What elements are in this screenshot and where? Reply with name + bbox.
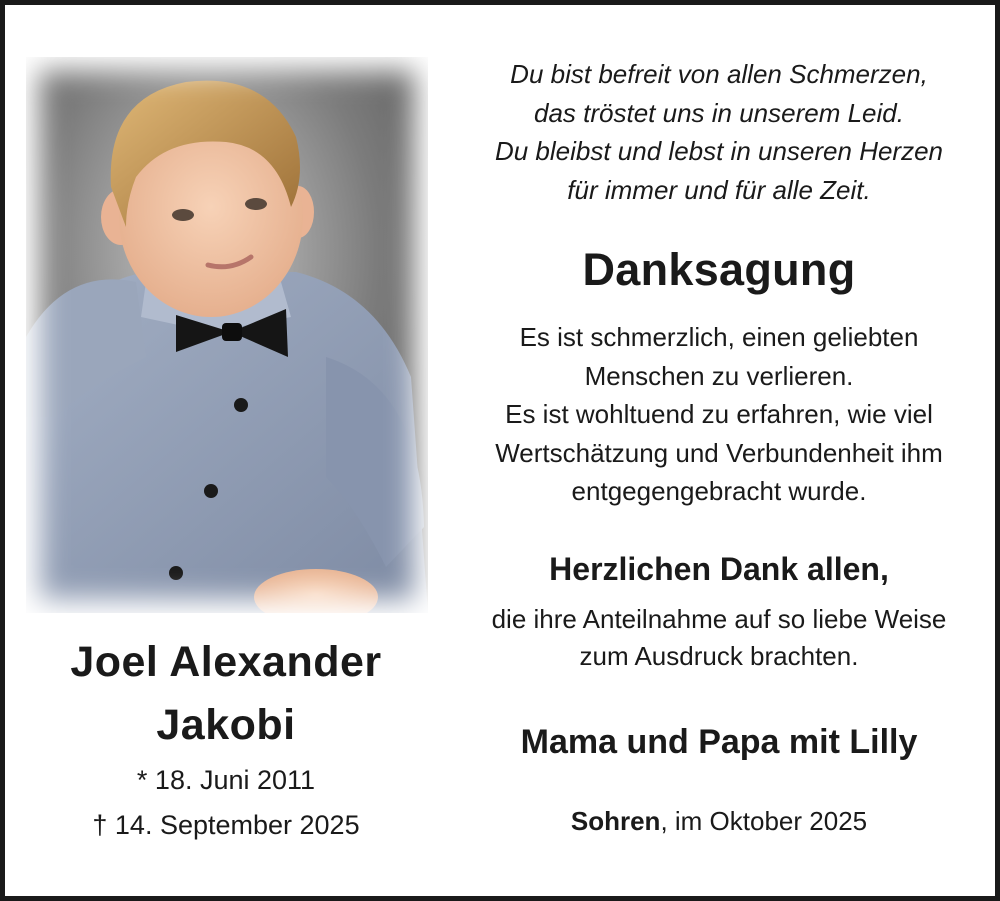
poem-line: Du bist befreit von allen Schmerzen, (510, 59, 928, 89)
thanks-line: die ihre Anteilnahme auf so liebe Weise (491, 604, 947, 634)
message-line: Menschen zu verlieren. (584, 360, 854, 391)
poem-line: für immer und für alle Zeit. (567, 174, 871, 205)
message-line: Es ist schmerzlich, einen geliebten (519, 322, 919, 352)
poem-line: das tröstet uns in unserem Leid. (534, 97, 904, 128)
poem-line: Du bleibst und lebst in unseren Herzen (494, 136, 944, 166)
birth-date: * 18. Juni 2011 (136, 765, 316, 795)
message-text (452, 318, 986, 511)
thanks-line: zum Ausdruck brachten. (579, 641, 859, 671)
poem (452, 55, 986, 209)
thanks-title: Herzlichen Dank allen, (549, 551, 889, 587)
family-signature: Mama und Papa mit Lilly (520, 723, 918, 761)
message-line: Wertschätzung und Verbundenheit ihm (495, 437, 943, 468)
portrait-photo (26, 57, 428, 613)
danksagung-heading: Danksagung (582, 244, 856, 295)
message-line: entgegengebracht wurde. (571, 476, 867, 506)
deceased-last-name: Jakobi (156, 701, 296, 749)
deceased-first-names: Joel Alexander (70, 638, 382, 686)
thanks-text (452, 601, 986, 675)
death-date: † 14. September 2025 (92, 810, 360, 840)
place-town: Sohren (570, 806, 661, 836)
place-date-text: , im Oktober 2025 (660, 806, 868, 836)
place-date (452, 808, 986, 834)
message-line: Es ist wohltuend zu erfahren, wie viel (505, 399, 933, 429)
